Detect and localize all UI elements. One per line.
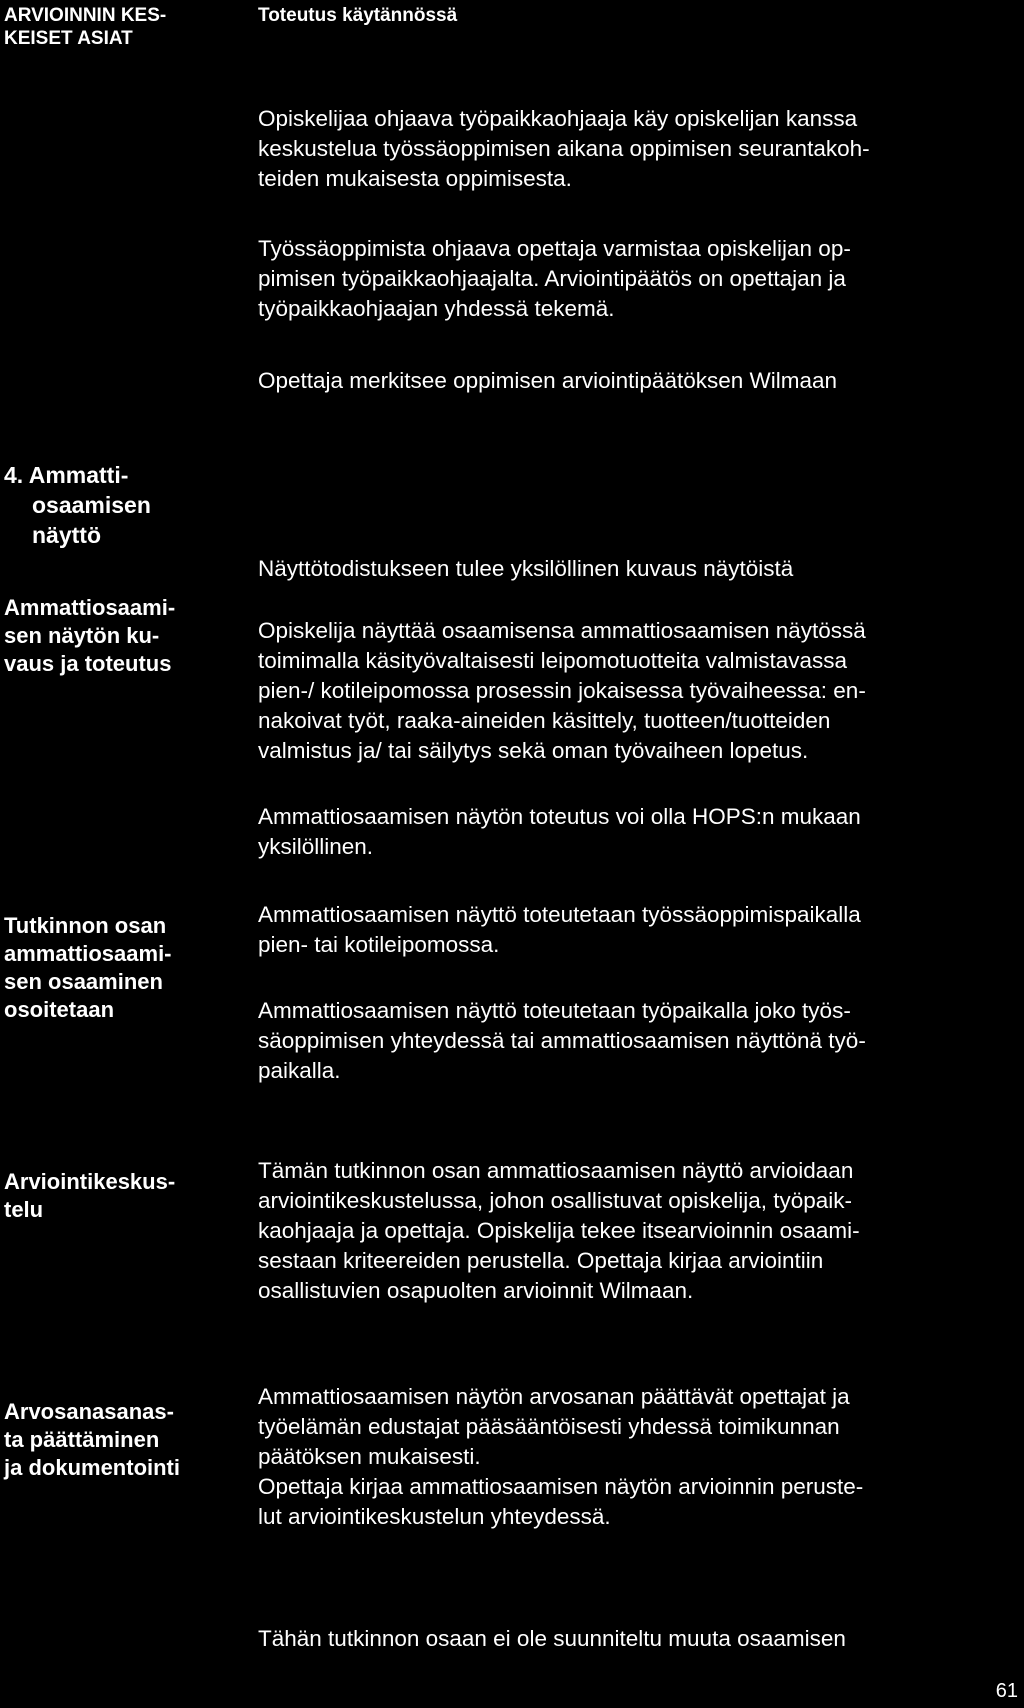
heading-line: näyttö xyxy=(32,522,101,548)
text-line: työpaikkaohjaajan yhdessä tekemä. xyxy=(258,296,615,321)
text-line: Näyttötodistukseen tulee yksilöllinen kuvaus näytöistä xyxy=(258,556,794,581)
text-line: paikalla. xyxy=(258,1058,341,1083)
label-line: ja dokumentointi xyxy=(4,1455,180,1480)
text-line: pien-/ kotileipomossa prosessin jokaisessa työvaiheessa: en- xyxy=(258,678,866,703)
top-paragraph-3 xyxy=(258,366,1018,396)
text-line: lut arviointikeskustelun yhteydessä. xyxy=(258,1504,611,1529)
heading-line: osaamisen xyxy=(32,492,151,518)
text-line: Opiskelijaa ohjaava työpaikkaohjaaja käy opiskelijan kanssa xyxy=(258,106,858,131)
text-line: osallistuvien osapuolten arvioinnit Wilmaan. xyxy=(258,1278,694,1303)
text-line: Työssäoppimista ohjaava opettaja varmistaa opiskelijan op- xyxy=(258,236,851,261)
label-line: vaus ja toteutus xyxy=(4,651,172,676)
label-arviointikeskustelu xyxy=(4,1168,234,1224)
text-line: Opettaja merkitsee oppimisen arviointipäätöksen Wilmaan xyxy=(258,368,838,393)
page-number: 61 xyxy=(995,1680,1018,1702)
label-arvosana-dokumentointi xyxy=(4,1398,234,1482)
text-line: päätöksen mukaisesti. xyxy=(258,1444,481,1469)
text-line: pimisen työpaikkaohjaajalta. Arviointipäätös on opettajan ja xyxy=(258,266,846,291)
label-line: Arviointikeskus- xyxy=(4,1169,176,1194)
naytto-paragraph-3 xyxy=(258,802,1018,862)
text-line: teiden mukaisesta oppimisesta. xyxy=(258,166,572,191)
text-line: säoppimisen yhteydessä tai ammattiosaamisen näyttönä työ- xyxy=(258,1028,866,1053)
section-4-heading xyxy=(4,460,234,550)
label-line: Tutkinnon osan xyxy=(4,913,167,938)
header-col1-line1: ARVIOINNIN KES- xyxy=(4,5,167,26)
label-line: sen näytön ku- xyxy=(4,623,160,648)
text-line: keskustelua työssäoppimisen aikana oppimisen seurantakoh- xyxy=(258,136,870,161)
text-line: toimimalla käsityövaltaisesti leipomotuotteita valmistavassa xyxy=(258,648,847,673)
header-col1-line2: KEISET ASIAT xyxy=(4,28,133,49)
header-col1 xyxy=(4,4,166,50)
text-line: sestaan kriteereiden perustella. Opettaja kirjaa arviointiin xyxy=(258,1248,824,1273)
label-line: telu xyxy=(4,1197,44,1222)
text-line: Ammattiosaamisen näytön arvosanan päättävät opettajat ja xyxy=(258,1384,850,1409)
text-line: Tämän tutkinnon osan ammattiosaamisen näyttö arvioidaan xyxy=(258,1158,854,1183)
top-paragraph-1 xyxy=(258,104,1018,194)
naytto-paragraph-2 xyxy=(258,616,1018,766)
text-line: Opiskelija näyttää osaamisensa ammattiosaamisen näytössä xyxy=(258,618,866,643)
heading-line: 4. Ammatti- xyxy=(4,462,129,488)
osoitetaan-paragraph-2 xyxy=(258,996,1018,1086)
label-osaaminen-osoitetaan xyxy=(4,912,234,1024)
label-line: sen osaaminen xyxy=(4,969,163,994)
arviointikeskustelu-paragraph xyxy=(258,1156,1018,1306)
text-line: valmistus ja/ tai säilytys sekä oman työvaiheen lopetus. xyxy=(258,738,809,763)
label-line: ammattiosaami- xyxy=(4,941,172,966)
label-line: Arvosanasanas- xyxy=(4,1399,174,1424)
text-line: pien- tai kotileipomossa. xyxy=(258,932,500,957)
naytto-paragraph-1 xyxy=(258,554,1018,584)
muu-osaaminen-paragraph xyxy=(258,1624,1018,1654)
text-line: Opettaja kirjaa ammattiosaamisen näytön arvioinnin peruste- xyxy=(258,1474,864,1499)
text-line: Ammattiosaamisen näytön toteutus voi olla HOPS:n mukaan xyxy=(258,804,861,829)
text-line: Ammattiosaamisen näyttö toteutetaan työssäoppimispaikalla xyxy=(258,902,861,927)
header-col2: Toteutus käytännössä xyxy=(258,5,458,26)
label-line: osoitetaan xyxy=(4,997,115,1022)
text-line: nakoivat työt, raaka-aineiden käsittely, tuotteen/tuotteiden xyxy=(258,708,831,733)
label-naytto-kuvaus xyxy=(4,594,234,678)
text-line: arviointikeskustelussa, johon osallistuvat opiskelija, työpaik- xyxy=(258,1188,853,1213)
text-line: yksilöllinen. xyxy=(258,834,374,859)
arvosana-paragraph xyxy=(258,1382,1018,1532)
top-paragraph-2 xyxy=(258,234,1018,324)
osoitetaan-paragraph-1 xyxy=(258,900,1018,960)
label-line: ta päättäminen xyxy=(4,1427,160,1452)
text-line: Tähän tutkinnon osaan ei ole suunniteltu muuta osaamisen xyxy=(258,1626,846,1651)
text-line: kaohjaaja ja opettaja. Opiskelija tekee itsearvioinnin osaami- xyxy=(258,1218,860,1243)
label-line: Ammattiosaami- xyxy=(4,595,176,620)
text-line: Ammattiosaamisen näyttö toteutetaan työpaikalla joko työs- xyxy=(258,998,851,1023)
text-line: työelämän edustajat pääsääntöisesti yhdessä toimikunnan xyxy=(258,1414,840,1439)
